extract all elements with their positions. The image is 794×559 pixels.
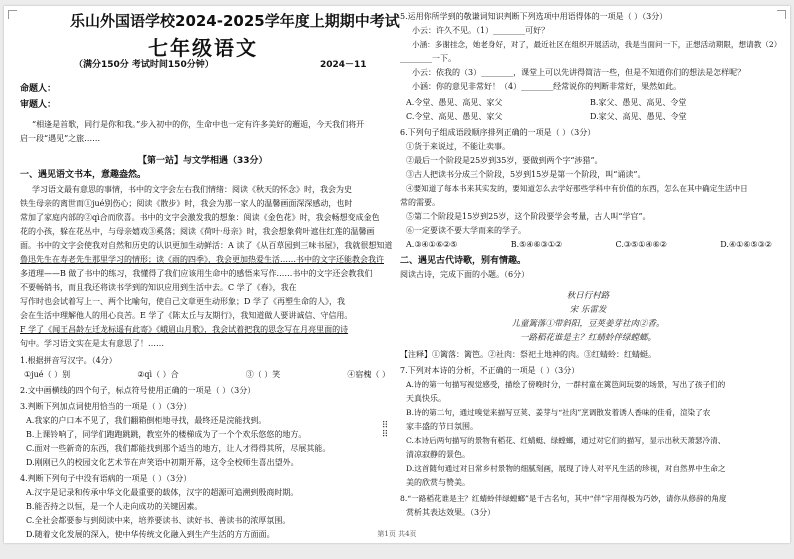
q6-option-b[interactable]: B.⑤④⑥③①②: [510, 240, 563, 249]
poem-title: 秋日行村路: [566, 291, 610, 301]
exam-page: [4, 6, 790, 543]
poem-line: 一路稻花谁是主？红蜻蛉伴绿螳螂。: [519, 333, 656, 343]
right-column: [400, 6, 782, 543]
passage-line: 会在生活中理解他人的用心良苦。E 学了《陈太丘与友期行》，我知道做人要讲诚信、守信用。: [20, 311, 353, 320]
q6-options: [406, 240, 772, 250]
crop-mark: [8, 10, 17, 19]
q7-option-b[interactable]: B.诗的第二句，通过嗅觉来描写豆荚、姜芽与“社肉”烹调散发着诱人香味的佳肴，渲染了农: [406, 408, 711, 417]
q7-option-b-cont: 家丰盛的节日氛围。: [406, 422, 478, 431]
q5-dialog-line: 小云：依我的（3）________，课堂上可以先讲得简洁一些，但是不知道你们的想法是怎样呢？: [412, 68, 746, 77]
q3-option-c[interactable]: C.面对一些新奇的东西，我们都能找到那个适当的地方，让人才得得其所，尽展其能。: [26, 444, 331, 453]
passage-line: 铁生母亲的离世而①jué别伤心；阅读《散步》时，我会为那一家人的温馨画面深深感动，也时: [20, 199, 353, 208]
passage-line: 不要畅销书，而且我还将读书学到的知识应用到生活中去。C 学了《春》，我在: [20, 283, 297, 292]
reviewer-label: 审题人：: [20, 100, 57, 110]
school-title: 乐山外国语学校2024-2025学年度上期期中考试: [70, 12, 400, 30]
section2-subtitle: 阅读古诗，完成下面的小题。（6分）: [400, 270, 530, 279]
q5-option-c[interactable]: C.令堂、高见、愚见、家父: [406, 112, 503, 121]
q7-option-c-cont: 清凉寂静的景色。: [406, 450, 470, 459]
q4-option-c[interactable]: C.全社会都要参与到阅读中来，培养要读书、读好书、善读书的浓厚氛围。: [26, 516, 291, 525]
subject-title: 七年级语文: [148, 36, 258, 60]
q5-dialog-line: 小涵：多谢挂念，她老身好，对了，最近社区在组织开展活动，我是当面问一下，正想活动期限，想请教（2）: [412, 40, 782, 49]
poem-author: 宋 乐雷发: [569, 305, 607, 315]
q4-option-b[interactable]: B.能否持之以恒，是一个人走向成功的关键因素。: [26, 502, 203, 511]
q8-line: 8.“一路稻花谁是主？红蜻蛉伴绿螳螂”是千古名句，其中“伴”字用得极为巧妙，请你从修辞的角度: [400, 494, 727, 503]
q5-option-d[interactable]: D.家父、高见、愚见、令堂: [590, 112, 687, 121]
passage-line: F 学了《闻王昌龄左迁龙标遥有此寄》《峨眉山月歌》，我会试着把我的思念写在月亮里面的诗: [20, 325, 349, 334]
q1-items: [24, 370, 390, 380]
crop-mark: [777, 10, 786, 19]
passage-line: 写作时也会试着写上一、两个比喻句，使自己文章更生动形象；D 学了《再塑生命的人》，我: [20, 297, 345, 306]
page-footer: 第1页 共4页: [377, 530, 417, 538]
passage-line: 学习语文最有意思的事情，书中的文字会左右我们情绪：阅读《秋天的怀念》时，我会为史: [32, 185, 352, 194]
q3-option-a[interactable]: A.我家的户口本不见了，我们翻箱倒柜地寻找，最终还是浣能找到。: [26, 416, 267, 425]
q6-stem: 6.下列句子组成语段顺序排列正确的一项是（ ）（3分）: [400, 128, 596, 137]
section2-title: 二、遇见古代诗歌，别有情趣。: [400, 256, 527, 266]
passage-line: 面。书中的文字会使我对自然和历史的认识更加生动鲜活：A 读了《从百草园到三味书屋》，我就很想知道: [20, 241, 393, 250]
q5-option-a[interactable]: A.令堂、愚见、高见、家父: [406, 98, 503, 107]
q6-option-a[interactable]: A.③④①⑥②⑤: [406, 240, 458, 249]
q1-item[interactable]: ④宿槐（ ）: [347, 370, 390, 379]
q5-dialog-line: ________一下。: [400, 54, 456, 63]
q1-stem: 1.根据拼音写汉字。（4分）: [20, 356, 117, 365]
exam-date: 2024－11: [320, 60, 367, 70]
q6-sentence: ①货于来说过，不能让卖事。: [406, 142, 510, 151]
poem-line: 儿童篱落①带斜阳，豆荚姜芽社肉②香。: [511, 319, 665, 329]
q5-option-b[interactable]: B.家父、愚见、高见、令堂: [590, 98, 687, 107]
passage-line: 花的小孩，躲在花丛中，与母亲嬉戏③奚落；阅读《荷叶·母亲》时，我会想象荷叶遮住红莲的温馨画: [20, 227, 375, 236]
q1-item[interactable]: ②qì（ ）合: [137, 370, 179, 379]
passage-line: 鲁迅先生在寿老先生那里学习的情形；读《雨的四季》，我会更加热爱生活……书中的文字还能教会我许: [20, 255, 384, 264]
q4-option-a[interactable]: A.汉字是记录和传承中华文化最重要的载体，汉字的超源可追溯到殷商时期。: [26, 488, 299, 497]
q6-sentence: 常的需要。: [400, 198, 440, 207]
passage-line: 句中。学习语文实在是太有意思了！……: [20, 339, 164, 348]
q6-sentence: ⑥一定要读不要大学而来的学子。: [406, 226, 526, 235]
q3-option-d[interactable]: D.刚刚已久的校园文化艺术节在声笑语中初期开幕，这令全校师生喜出望外。: [26, 458, 299, 467]
setter-label: 命题人：: [20, 84, 57, 94]
q6-option-d[interactable]: D.④①⑥⑤③②: [720, 240, 772, 249]
q5-dialog-line: 小涵：你的意见非常好！（4）________经常说你的判断非常好，果然如此。: [412, 82, 682, 91]
q6-sentence: ②最后一个阶段是25岁到35岁，要做到两个字“涉猎”。: [406, 156, 603, 165]
q6-option-c[interactable]: C.③⑤①④⑥②: [615, 240, 667, 249]
q7-option-a[interactable]: A.诗的第一句描写视觉感受，描绘了傍晚时分，一群村童在篱笆间玩耍的场景，写出了孩子们的: [406, 380, 726, 389]
q7-option-d[interactable]: D.这首随句通过对日常乡村景物的细腻刻画，展现了诗人对平凡生活的珍视，对自然界中生命之: [406, 464, 726, 473]
exam-info: （满分150分 考试时间150分钟）: [74, 60, 214, 70]
q8-line: 赏析其表达效果。（3分）: [406, 508, 496, 517]
q5-stem: 5.运用你所学到的敬谦词知识判断下列选项中用语得体的一项是（ ）（3分）: [400, 12, 668, 21]
q4-option-d[interactable]: D.随着文化发展的深入，使中华传统文化融入到生产生活的方方面面。: [26, 530, 275, 539]
q1-item[interactable]: ①jué（ ）别: [24, 370, 71, 379]
poem-note: 【注释】①篱落：篱笆。②社肉：祭祀土地神的肉。③红蜻蛉：红蜻蜓。: [400, 350, 656, 359]
q6-sentence: ⑤第二个阶段是15岁到25岁，这个阶段要学会考量，古人叫“学官”。: [406, 212, 651, 221]
q6-sentence: ③古人把读书分成三个阶段，5岁到15岁是第一个阶段，叫“诵读”。: [406, 170, 646, 179]
station1-title: 【第一站】与文学相遇（33分）: [138, 156, 268, 166]
q1-item[interactable]: ③（ ）笑: [245, 370, 281, 379]
q7-option-a-cont: 天真快乐。: [406, 394, 446, 403]
q7-option-d-cont: 美的欣赏与赞美。: [406, 478, 470, 487]
q4-stem: 4.判断下列句子中没有语病的一项是（ ）（3分）: [20, 474, 192, 483]
q7-option-c[interactable]: C.本诗后两句描写的景物有稻花、红蜻蜓、绿螳螂，通过对它们的描写，显示出秋天萧瑟冷清、: [406, 436, 726, 445]
q3-stem: 3.判断下列加点词使用恰当的一项是（ ）（3分）: [20, 402, 192, 411]
q3-option-b[interactable]: B.上课铃响了，同学们跑跑跳跳，教室外的楼梯成为了一个个欢乐悠悠的地方。: [26, 430, 307, 439]
section1-title: 一、遇见语文书本，意趣盎然。: [20, 170, 147, 180]
q2-stem: 2.文中画横线的四个句子，标点符号使用正确的一项是（ ）（3分）: [20, 386, 256, 395]
q6-sentence: ④要知道了每本书来其实发的，要知道怎么去学好那些学科中有价值的东西，怎么在其中确定生活中日: [406, 184, 748, 193]
binding-dots: ⠿ ⠿: [381, 421, 389, 440]
passage-line: 常加了家庭内部的②qì合而欣喜。书中的文字会激发我的想象：阅读《金色花》时，我会畅想变成金色: [20, 213, 380, 222]
q5-dialog-line: 小云：许久不见。（1）________可好？: [412, 26, 550, 35]
intro-line-1: “相逢是首歌，同行是你和我。”步入初中的你，生命中也一定有许多美好的邂逅，今天我们将开: [32, 120, 365, 129]
intro-line-2: 启一段“遇见”之旅……: [20, 134, 101, 143]
passage-line: 多道理——B 做了书中的练习，我懂得了我们应该用生命中的感悟来写作……书中的文字还会教我们: [20, 269, 373, 278]
q7-stem: 7.下列对本诗的分析，不正确的一项是（ ）（3分）: [400, 366, 580, 375]
